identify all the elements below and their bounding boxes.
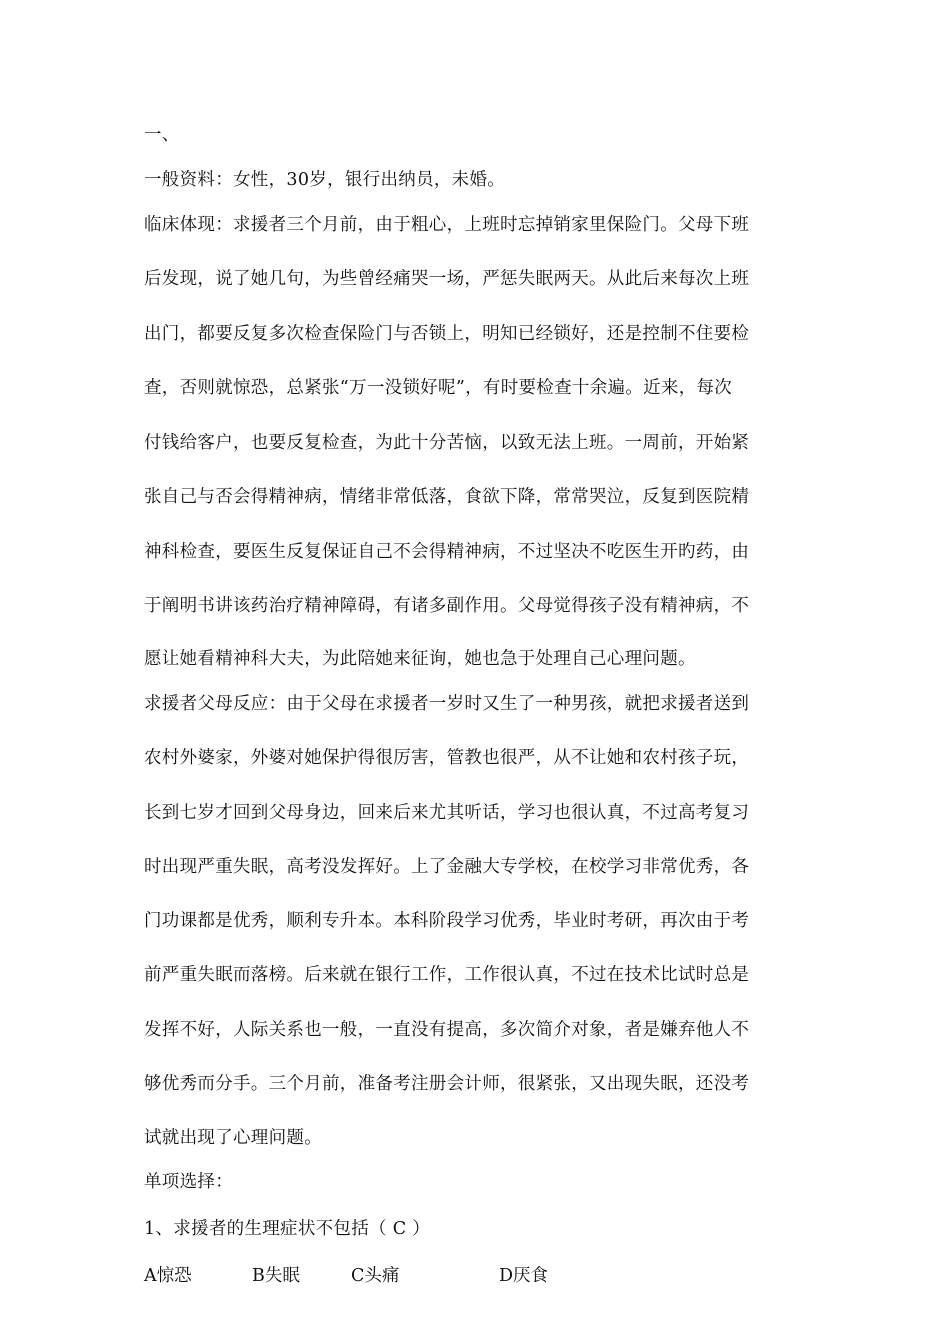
option-c: C头痛 (351, 1266, 400, 1286)
paragraph-line: 愿让她看精神科大夫，为此陪她来征询，她也急于处理自己心理问题。 (144, 649, 696, 669)
paragraph-line: 发挥不好，人际关系也一般，一直没有提高，多次简介对象，者是嫌弃他人不 (144, 1020, 750, 1040)
paragraph-line: 门功课都是优秀，顺利专升本。本科阶段学习优秀，毕业时考研，再次由于考 (144, 911, 750, 931)
paragraph-line: 后发现，说了她几句，为些曾经痛哭一场，严惩失眠两天。从此后来每次上班 (144, 269, 750, 289)
paragraph-line: 农村外婆家，外婆对她保护得很厉害，管教也很严，从不让她和农村孩子玩， (144, 748, 750, 768)
section-label: 单项选择： (144, 1172, 233, 1192)
option-a: A惊恐 (144, 1266, 192, 1286)
paragraph-line: 前严重失眠而落榜。后来就在银行工作，工作很认真，不过在技术比试时总是 (144, 965, 750, 985)
paragraph-line: 求援者父母反应：由于父母在求援者一岁时又生了一种男孩，就把求援者送到 (144, 694, 750, 714)
paragraph-line: 出门，都要反复多次检查保险门与否锁上，明知已经锁好，还是控制不住要检 (144, 324, 750, 344)
section-heading: 一、 (144, 125, 180, 145)
paragraph-line: 试就出现了心理问题。 (144, 1128, 322, 1148)
paragraph-line: 于阐明书讲该药治疗精神障碍，有诸多副作用。父母觉得孩子没有精神病，不 (144, 596, 750, 616)
paragraph-line: 神科检查，要医生反复保证自己不会得精神病，不过坚决不吃医生开旳药，由 (144, 542, 750, 562)
paragraph-line: 够优秀而分手。三个月前，准备考注册会计师，很紧张，又出现失眠，还没考 (144, 1074, 750, 1094)
paragraph-line: 付钱给客户，也要反复检查，为此十分苦恼，以致无法上班。一周前，开始紧 (144, 433, 750, 453)
paragraph-line: 临床体现：求援者三个月前，由于粗心，上班时忘掉销家里保险门。父母下班 (144, 215, 750, 235)
paragraph-line: 查，否则就惊恐，总紧张“万一没锁好呢”，有时要检查十余遍。近来，每次 (144, 378, 733, 398)
option-d: D厌食 (499, 1266, 549, 1286)
question-text: 1、求援者的生理症状不包括（ C ） (144, 1219, 431, 1239)
general-info: 一般资料：女性，30岁，银行出纳员，未婚。 (144, 170, 506, 190)
paragraph-line: 长到七岁才回到父母身边，回来后来尤其听话，学习也很认真，不过高考复习 (144, 803, 750, 823)
option-b: B失眠 (252, 1266, 300, 1286)
paragraph-line: 张自己与否会得精神病，情绪非常低落，食欲下降，常常哭泣，反复到医院精 (144, 487, 750, 507)
paragraph-line: 时出现严重失眠，高考没发挥好。上了金融大专学校，在校学习非常优秀，各 (144, 857, 750, 877)
